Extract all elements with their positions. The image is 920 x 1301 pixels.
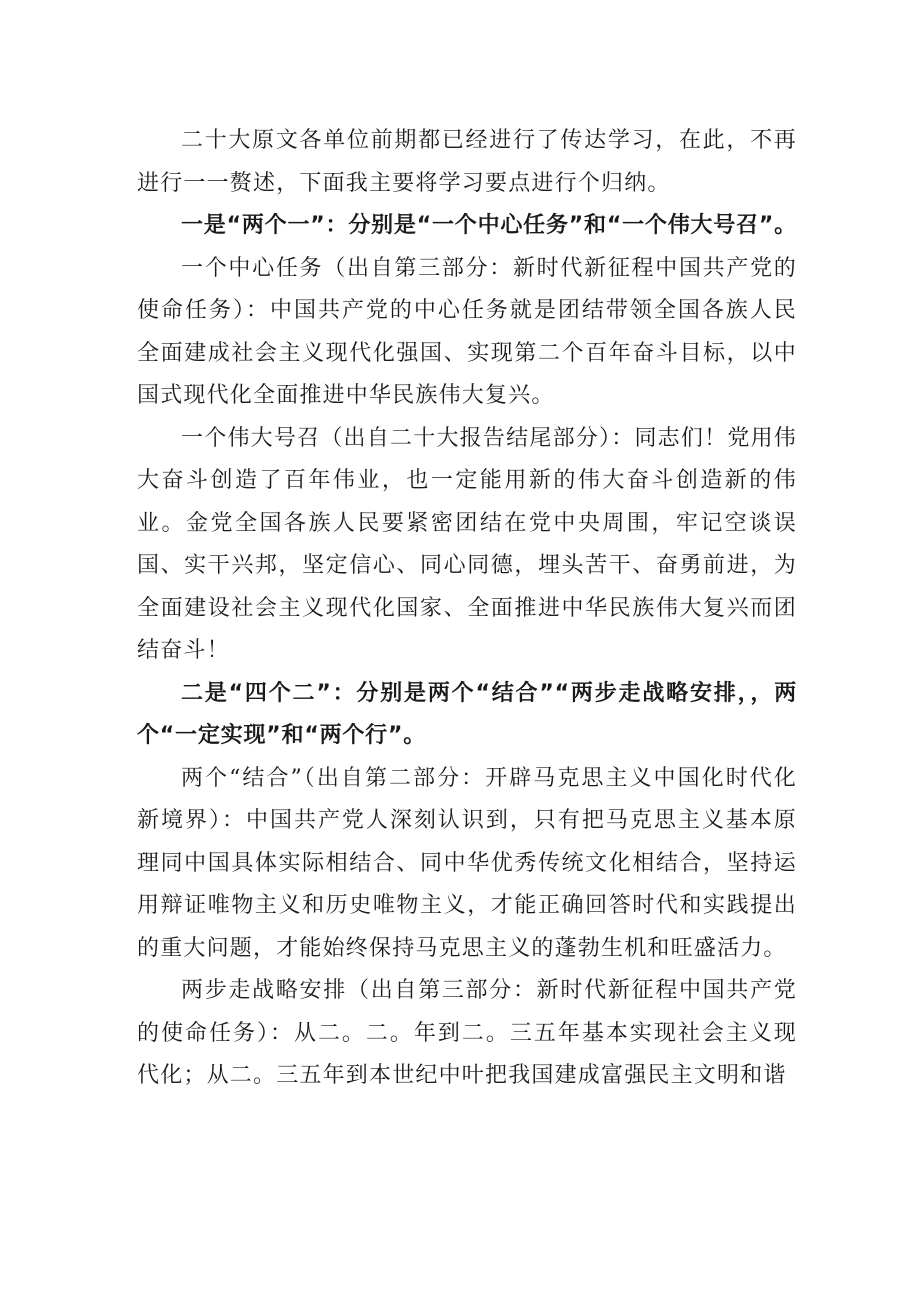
heading-four-twos: 二是“四个二”：分别是两个“结合”“两步走战略安排，，两个“一定实现”和“两个行”。 — [137, 680, 797, 748]
heading-two-ones: 一是“两个一”：分别是“一个中心任务”和“一个伟大号召”。 — [181, 213, 797, 238]
document-body — [137, 120, 797, 1098]
paragraph-intro: 二十大原文各单位前期都已经进行了传达学习，在此，不再进行一一赘述，下面我主要将学习要点进行个归纳。 — [137, 128, 797, 196]
paragraph-central-task: 一个中心任务（出自第三部分：新时代新征程中国共产党的使命任务）：中国共产党的中心任务就是团结带领全国各族人民全面建成社会主义现代化强国、实现第二个百年奋斗目标，以中国式现代化全面推进中华民族伟大复兴。 — [137, 255, 797, 408]
paragraph-two-step-strategy: 两步走战略安排（出自第三部分：新时代新征程中国共产党的使命任务）：从二。二。年到二。三五年基本实现社会主义现代化；从二。三五年到本世纪中叶把我国建成富强民主文明和谐 — [137, 978, 797, 1088]
paragraph-two-combinations: 两个“结合”（出自第二部分：开辟马克思主义中国化时代化新境界）：中国共产党人深刻认识到，只有把马克思主义基本原理同中国具体实际相结合、同中华优秀传统文化相结合，坚持运用辩证唯物主义和历史唯物主义，才能正确回答时代和实践提出的重大问题，才能始终保持马克思主义的蓬勃生机和旺盛活力。 — [137, 765, 797, 961]
paragraph-great-call: 一个伟大号召（出自二十大报告结尾部分）：同志们！党用伟大奋斗创造了百年伟业，也一定能用新的伟大奋斗创造新的伟业。金党全国各族人民要紧密团结在党中央周围，牢记空谈误国、实干兴邦，坚定信心、同心同德，埋头苦干、奋勇前进，为全面建设社会主义现代化国家、全面推进中华民族伟大复兴而团结奋斗！ — [137, 425, 797, 663]
